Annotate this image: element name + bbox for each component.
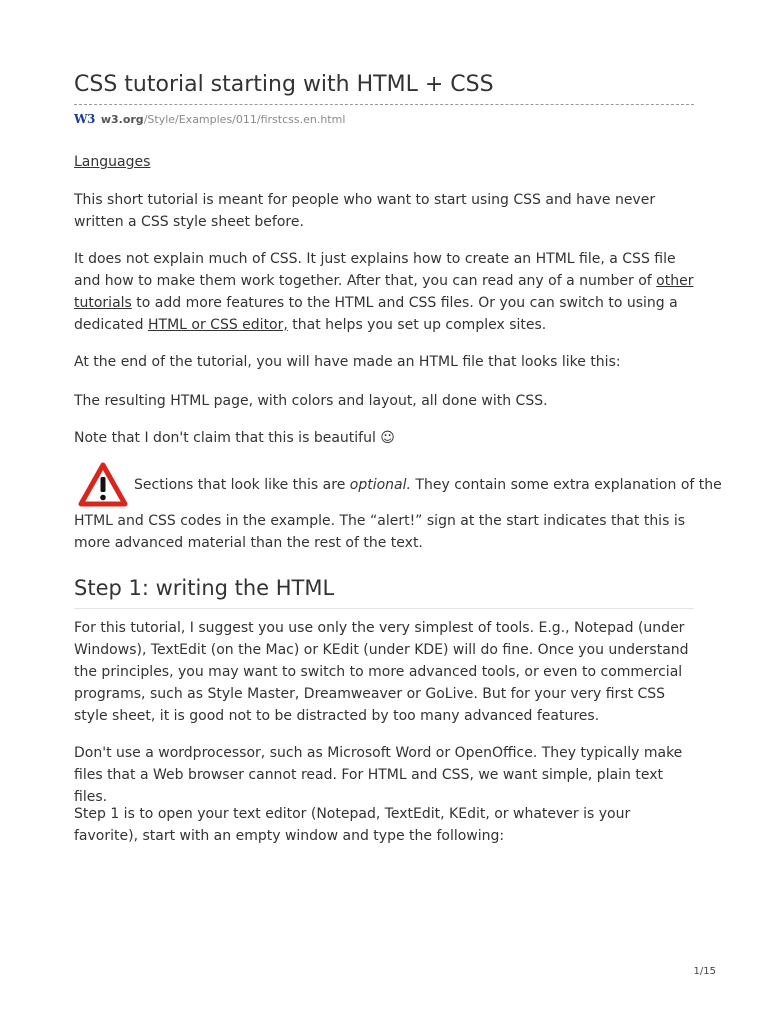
explanation-text-3: that helps you set up complex sites. <box>287 317 547 333</box>
result-intro-paragraph: At the end of the tutorial, you will have made an HTML file that looks like this: <box>74 354 621 370</box>
intro-paragraph: This short tutorial is meant for people who want to start using CSS and have never written a CSS style sheet before. <box>74 192 656 230</box>
title-divider <box>74 104 694 105</box>
other-tutorials-link[interactable]: other tutorials <box>74 273 694 311</box>
explanation-text-2: to add more features to the HTML and CSS files. Or you can switch to using a dedicated <box>74 295 678 333</box>
html-css-editor-link[interactable]: HTML or CSS editor, <box>148 317 288 333</box>
step1-open-editor-paragraph: Step 1 is to open your text editor (Notepad, TextEdit, KEdit, or whatever is your favorite), start with an empty window and type the following: <box>74 806 631 844</box>
source-path[interactable]: /Style/Examples/011/firstcss.en.html <box>143 112 346 126</box>
warning-optional-emphasis: optional. <box>349 477 411 493</box>
step1-divider <box>74 608 694 609</box>
languages-paragraph <box>74 151 694 173</box>
warning-first-line <box>134 474 722 496</box>
step1-heading: Step 1: writing the HTML <box>74 576 335 600</box>
explanation-text-1: It does not explain much of CSS. It just explains how to create an HTML file, a CSS file and how to make them work together. After that, you can read any of a number of <box>74 251 676 289</box>
warning-continuation: HTML and CSS codes in the example. The “alert!” sign at the start indicates that this is more advanced material than the rest of the text. <box>74 513 686 551</box>
warning-text-end: They contain some extra explanation of the <box>410 477 722 493</box>
source-domain[interactable]: w3.org <box>100 112 144 126</box>
warning-triangle-icon <box>78 462 128 508</box>
explanation-paragraph <box>74 248 694 336</box>
page-title: CSS tutorial starting with HTML + CSS <box>74 72 494 97</box>
note-paragraph: Note that I don't claim that this is beautiful ☺ <box>74 430 395 446</box>
step1-tools-paragraph: For this tutorial, I suggest you use only the very simplest of tools. E.g., Notepad (under Windows), TextEdit (on the Mac) or KEdit (under KDE) will do fine. Once you understand the principles, you may want to switch to more advanced tools, or even to commercial programs, such as Style Master, Dreamweaver or GoLive. But for your very first CSS style sheet, it is good not to be distracted by too many advanced features. <box>74 620 689 724</box>
result-caption-paragraph: The resulting HTML page, with colors and layout, all done with CSS. <box>74 393 548 409</box>
page-number: 1/15 <box>693 966 716 977</box>
languages-link[interactable]: Languages <box>74 154 151 170</box>
step1-wordprocessor-paragraph: Don't use a wordprocessor, such as Microsoft Word or OpenOffice. They typically make files that a Web browser cannot read. For HTML and CSS, we want simple, plain text files. <box>74 745 683 805</box>
warning-text-start: Sections that look like this are <box>134 477 350 493</box>
w3c-logo-icon: W3 <box>74 112 95 126</box>
source-line <box>74 112 345 126</box>
